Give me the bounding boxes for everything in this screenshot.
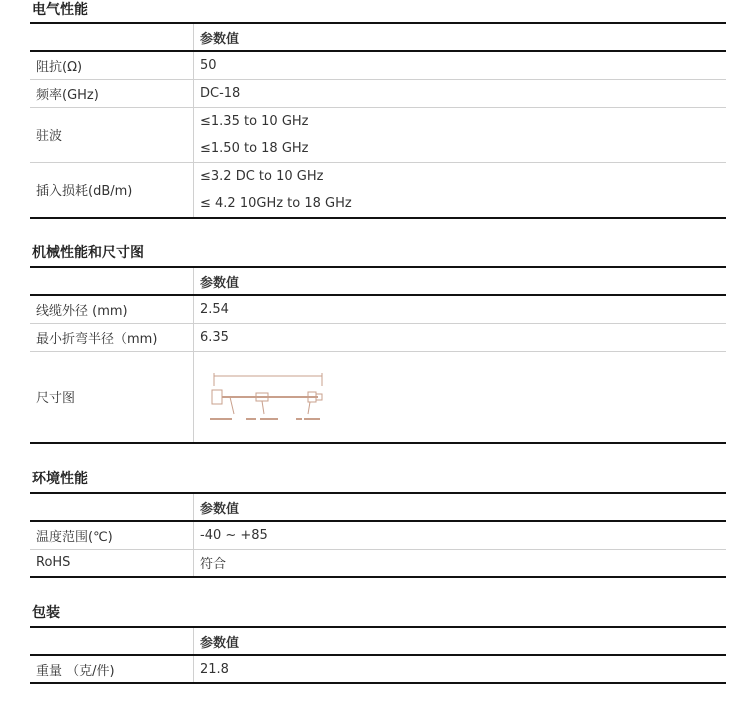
- packaging-table: [30, 626, 726, 684]
- header-cell: 参数值: [194, 627, 727, 655]
- section-title: 机械性能和尺寸图: [32, 245, 144, 261]
- param-value: 50: [194, 51, 727, 79]
- table-row: [30, 51, 726, 79]
- param-value: -40 ~ +85: [194, 521, 727, 549]
- table-header-row: [30, 267, 726, 295]
- param-value: 6.35: [194, 323, 727, 351]
- section-title: 电气性能: [32, 2, 88, 18]
- header-cell: 参数值: [194, 23, 727, 51]
- param-label: 温度范围(℃): [30, 521, 194, 549]
- param-label: 驻波: [30, 107, 194, 162]
- param-label: RoHS: [30, 549, 194, 577]
- electrical-table: [30, 22, 726, 219]
- param-value: ≤1.35 to 10 GHz: [200, 113, 309, 129]
- table-header-row: [30, 493, 726, 521]
- header-cell: 参数值: [194, 493, 727, 521]
- table-row: [30, 655, 726, 683]
- table-row: [30, 162, 726, 218]
- param-value: 2.54: [194, 295, 727, 323]
- table-row: [30, 295, 726, 323]
- param-value: ≤ 4.2 10GHz to 18 GHz: [200, 195, 352, 211]
- param-label: 阻抗(Ω): [30, 51, 194, 79]
- param-label: 线缆外径 (mm): [30, 295, 194, 323]
- environment-table: [30, 492, 726, 578]
- table-row: [30, 521, 726, 549]
- param-label: 重量 （克/件): [30, 655, 194, 683]
- table-row: [30, 79, 726, 107]
- param-value: 21.8: [194, 655, 727, 683]
- param-value: DC-18: [194, 79, 727, 107]
- param-value: ≤3.2 DC to 10 GHz: [200, 168, 324, 184]
- section-title: 包装: [32, 605, 60, 621]
- section-title: 环境性能: [32, 471, 88, 487]
- param-label: 最小折弯半径（mm): [30, 323, 194, 351]
- param-label: 频率(GHz): [30, 79, 194, 107]
- param-label: 插入损耗(dB/m): [30, 162, 194, 218]
- table-row: [30, 549, 726, 577]
- mechanical-table: [30, 266, 726, 444]
- param-label: 尺寸图: [30, 351, 194, 443]
- table-row: [30, 107, 726, 162]
- param-value: ≤1.50 to 18 GHz: [200, 140, 309, 156]
- param-value: 符合: [194, 549, 727, 577]
- table-header-row: [30, 23, 726, 51]
- table-row: [30, 323, 726, 351]
- cable-dimension-drawing: [200, 366, 332, 432]
- header-cell: 参数值: [194, 267, 727, 295]
- table-header-row: [30, 627, 726, 655]
- table-row: [30, 351, 726, 443]
